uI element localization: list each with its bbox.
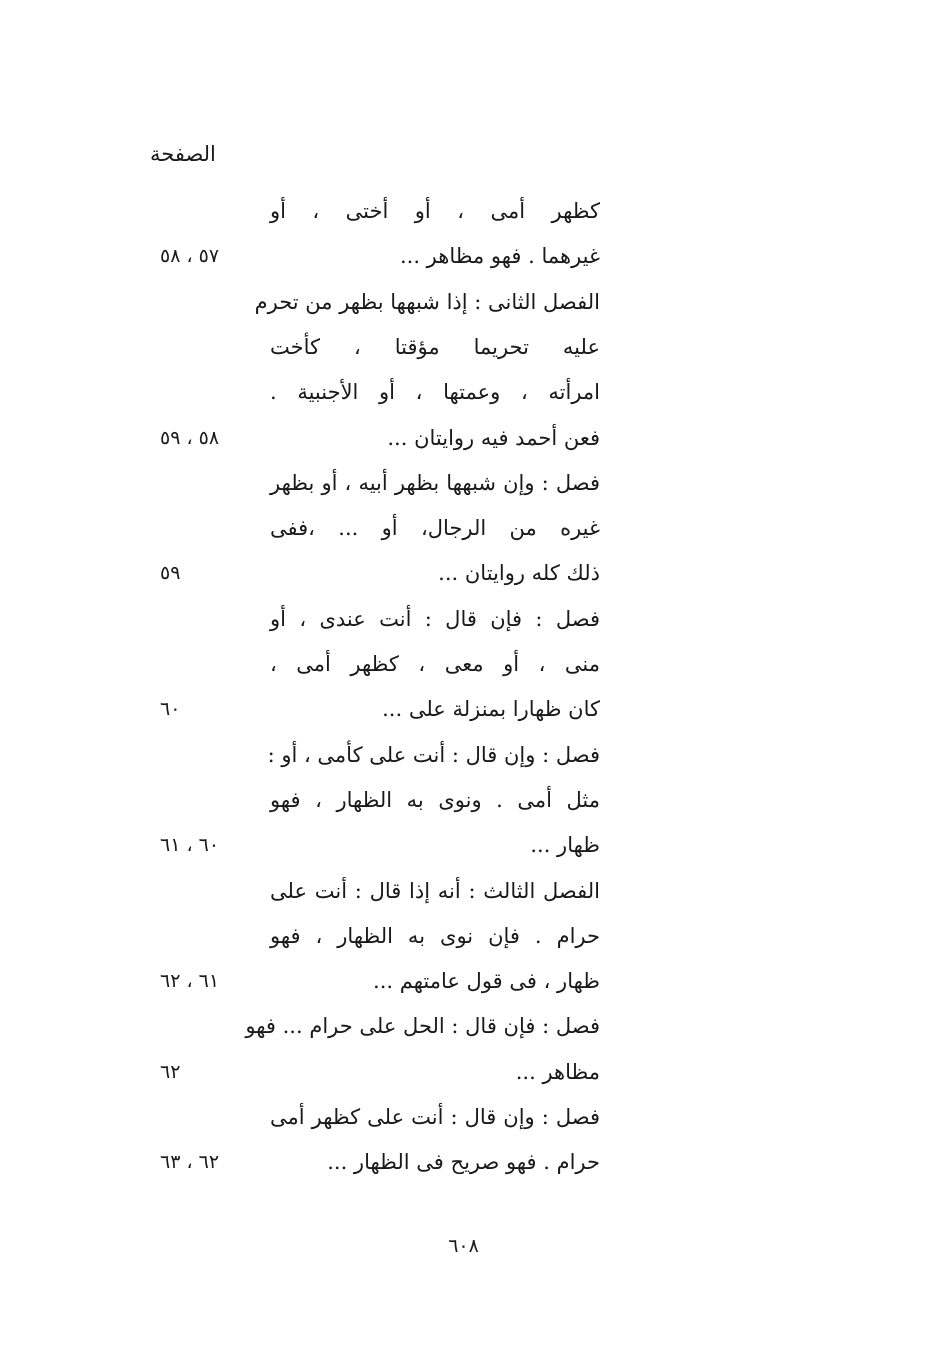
- index-line: [160, 332, 600, 376]
- entry-page-ref: ٦٠: [160, 698, 181, 721]
- index-line: [160, 694, 600, 738]
- entry-page-ref: ٥٩: [160, 562, 181, 585]
- entry-page-ref: ٥٨ ، ٥٩: [160, 426, 220, 449]
- entry-text: غيره من الرجال، أو ... ،ففى: [270, 516, 600, 541]
- entry-text: فصل : وإن قال : أنت على كظهر أمى: [270, 1105, 600, 1129]
- index-line: [160, 241, 600, 285]
- index-line: [160, 604, 600, 648]
- entry-text: ظهار ...: [530, 833, 600, 858]
- entry-text: ظهار ، فى قول عامتهم ...: [373, 969, 600, 994]
- entry-text: مظاهر ...: [515, 1059, 600, 1084]
- index-line: [160, 558, 600, 602]
- column-header: الصفحة: [150, 142, 216, 166]
- index-line: [160, 785, 600, 829]
- entry-text: فصل : وإن شبهها بظهر أبيه ، أو بظهر: [270, 470, 600, 495]
- entry-text: حرام . فهو صريح فى الظهار ...: [327, 1150, 600, 1175]
- index-line: [160, 921, 600, 965]
- index-line: [160, 1057, 600, 1101]
- entry-text: مثل أمى . ونوى به الظهار ، فهو: [270, 787, 600, 812]
- entry-page-ref: ٦٠ ، ٦١: [160, 834, 220, 857]
- entry-page-ref: ٦٢ ، ٦٣: [160, 1151, 220, 1174]
- page-number: ٦٠٨: [448, 1235, 479, 1257]
- index-line: [160, 287, 600, 331]
- entry-text: كان ظهارا بمنزلة على ...: [382, 697, 600, 722]
- index-line: [160, 740, 600, 784]
- entry-text: فصل : فإن قال : الحل على حرام ... فهو: [245, 1014, 600, 1039]
- index-line: [160, 1102, 600, 1146]
- index-line: [160, 377, 600, 421]
- index-line: [160, 423, 600, 467]
- entry-text: فصل : فإن قال : أنت عندى ، أو: [270, 606, 600, 631]
- index-line: [160, 1147, 600, 1191]
- entry-text: منى ، أو معى ، كظهر أمى ،: [270, 652, 600, 676]
- index-line: [160, 513, 600, 557]
- entry-text: غيرهما . فهو مظاهر ...: [399, 244, 600, 269]
- entry-text: كظهر أمى ، أو أختى ، أو: [270, 199, 600, 223]
- index-line: [160, 966, 600, 1010]
- index-line: [160, 830, 600, 874]
- index-line: [160, 876, 600, 920]
- entry-text: فعن أحمد فيه روايتان ...: [387, 425, 600, 450]
- index-line: [160, 649, 600, 693]
- entry-text: ذلك كله روايتان ...: [438, 561, 600, 586]
- entry-page-ref: ٥٧ ، ٥٨: [160, 245, 220, 268]
- entry-text: عليه تحريما مؤقتا ، كأخت: [270, 334, 600, 359]
- index-line: [160, 468, 600, 512]
- entry-page-ref: ٦٢: [160, 1060, 181, 1083]
- index-line: [160, 1011, 600, 1055]
- entry-text: الفصل الثانى : إذا شبهها بظهر من تحرم: [254, 289, 600, 314]
- entry-text: الفصل الثالث : أنه إذا قال : أنت على: [270, 878, 600, 903]
- entry-text: حرام . فإن نوى به الظهار ، فهو: [270, 923, 600, 948]
- entry-page-ref: ٦١ ، ٦٢: [160, 970, 220, 993]
- entry-text: امرأته ، وعمتها ، أو الأجنبية .: [270, 380, 600, 405]
- entry-text: فصل : وإن قال : أنت على كأمى ، أو :: [267, 742, 600, 767]
- index-line: [160, 196, 600, 240]
